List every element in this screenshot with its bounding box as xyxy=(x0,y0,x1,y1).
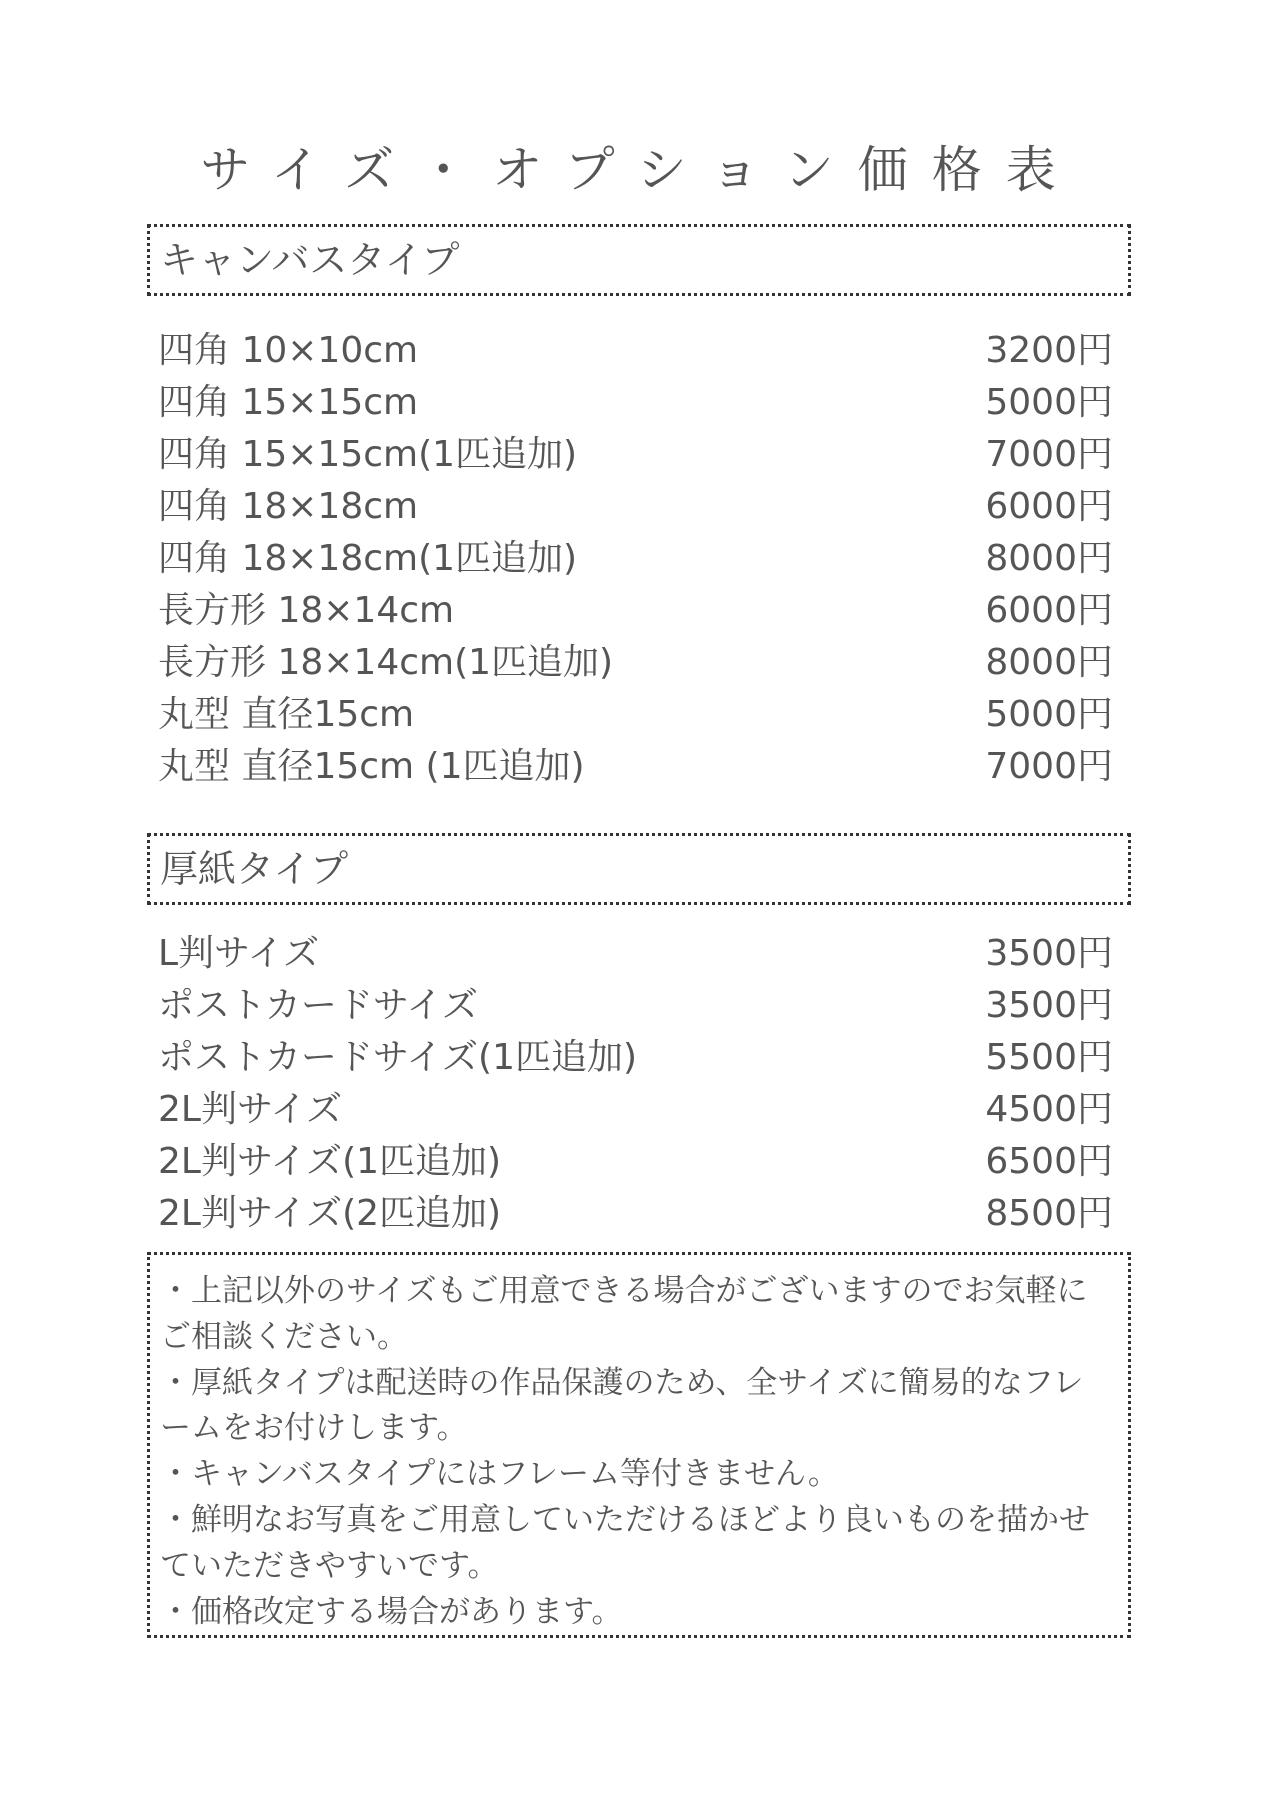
note-item: ・厚紙タイプは配送時の作品保護のため、全サイズに簡易的なフレームをお付けします。 xyxy=(160,1364,1084,1447)
item-price: 3200円 xyxy=(985,329,1113,371)
price-row xyxy=(158,477,1113,529)
note-item: ・鮮明なお写真をご用意していただけるほどより良いものを描かせていただきやすいです。 xyxy=(160,1501,1090,1584)
item-name: ポストカードサイズ xyxy=(158,984,479,1026)
cardboard-section-header xyxy=(147,833,1131,905)
price-row xyxy=(158,633,1113,685)
price-row xyxy=(158,425,1113,477)
canvas-price-list xyxy=(158,321,1113,789)
item-price: 5500円 xyxy=(985,1036,1113,1078)
price-row xyxy=(158,321,1113,373)
item-price: 7000円 xyxy=(985,745,1113,787)
item-name: 丸型 直径15cm xyxy=(158,693,415,735)
price-row xyxy=(158,1028,1113,1080)
item-price: 8000円 xyxy=(985,641,1113,683)
item-price: 3500円 xyxy=(985,932,1113,974)
price-row xyxy=(158,737,1113,789)
canvas-section-header xyxy=(147,224,1131,296)
item-name: 2L判サイズ xyxy=(158,1088,343,1130)
item-name: L判サイズ xyxy=(158,932,320,974)
page-title: サイズ・オプション価格表 xyxy=(200,141,1080,199)
canvas-section-heading: キャンバスタイプ xyxy=(160,238,460,282)
item-name: 長方形 18×14cm(1匹追加) xyxy=(158,641,614,683)
price-row xyxy=(158,1132,1113,1184)
item-price: 6500円 xyxy=(985,1140,1113,1182)
item-name: 丸型 直径15cm (1匹追加) xyxy=(158,745,585,787)
item-name: 四角 18×18cm xyxy=(158,485,419,527)
item-name: 四角 15×15cm xyxy=(158,381,419,423)
item-name: 四角 10×10cm xyxy=(158,329,419,371)
item-name: ポストカードサイズ(1匹追加) xyxy=(158,1036,638,1078)
price-row xyxy=(158,976,1113,1028)
item-name: 四角 15×15cm(1匹追加) xyxy=(158,433,578,475)
notes-box xyxy=(147,1252,1131,1638)
note-item: ・キャンバスタイプにはフレーム等付きません。 xyxy=(160,1456,839,1493)
price-row xyxy=(158,581,1113,633)
item-name: 2L判サイズ(1匹追加) xyxy=(158,1140,502,1182)
item-price: 7000円 xyxy=(985,433,1113,475)
price-row xyxy=(158,373,1113,425)
price-row xyxy=(158,924,1113,976)
price-row xyxy=(158,685,1113,737)
item-price: 6000円 xyxy=(985,485,1113,527)
price-row xyxy=(158,1080,1113,1132)
item-price: 8500円 xyxy=(985,1192,1113,1234)
item-price: 6000円 xyxy=(985,589,1113,631)
item-name: 2L判サイズ(2匹追加) xyxy=(158,1192,502,1234)
item-name: 四角 18×18cm(1匹追加) xyxy=(158,537,578,579)
item-name: 長方形 18×14cm xyxy=(158,589,455,631)
item-price: 5000円 xyxy=(985,381,1113,423)
cardboard-price-list xyxy=(158,924,1113,1236)
item-price: 5000円 xyxy=(985,693,1113,735)
note-item: ・価格改定する場合があります。 xyxy=(160,1593,623,1630)
cardboard-section-heading: 厚紙タイプ xyxy=(160,847,349,891)
item-price: 4500円 xyxy=(985,1088,1113,1130)
item-price: 8000円 xyxy=(985,537,1113,579)
note-item: ・上記以外のサイズもご用意できる場合がございますのでお気軽にご相談ください。 xyxy=(160,1273,1088,1355)
price-row xyxy=(158,529,1113,581)
price-row xyxy=(158,1184,1113,1236)
item-price: 3500円 xyxy=(985,984,1113,1026)
